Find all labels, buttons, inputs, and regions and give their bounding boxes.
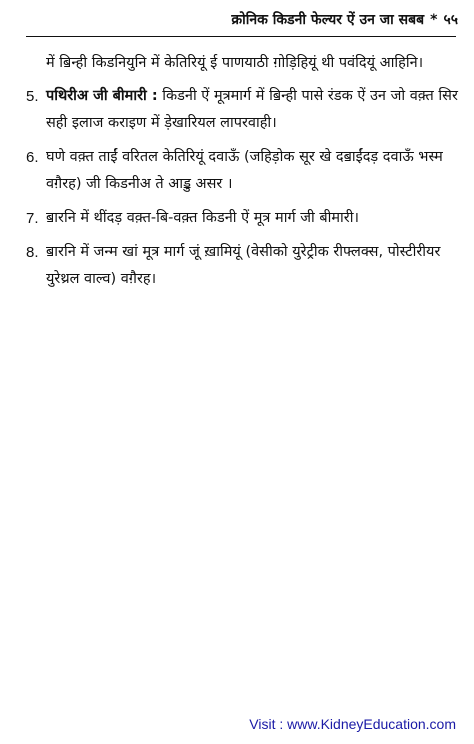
header-rule: [26, 36, 456, 37]
list-item: [26, 83, 458, 137]
list-item-text: घणे वक़्त ताईं वरितल केतिरियूं दवाऊँ (जहिड़ोक सूर खे दॿाईंदड़ दवाऊँ भस्म वग़ैरह) जी किडनीअ ते आॾु असर ।: [46, 149, 443, 192]
list-item-number: 8.: [26, 244, 39, 261]
list-item-number: 6.: [26, 149, 39, 166]
list-item-number: 7.: [26, 210, 39, 227]
list-item: [26, 205, 458, 232]
list-item-text: किडनी ऐं मूत्रमार्ग में ॿिन्ही पासे रंडक ऐं उन जो वक़्त सिर सही इलाज कराइण में ड़ेखारियल लापरवाही।: [46, 88, 458, 131]
running-header: [40, 10, 458, 32]
list-item-text: ॿारनि में थींदड़ वक़्त-बि-वक़्त किडनी ऐं मूत्र मार्ग जी बीमारी।: [46, 210, 359, 226]
body-content: [26, 50, 458, 300]
list-item-term: पथिरीअ जी बीमारी :: [46, 88, 158, 104]
continued-paragraph: में ॿिन्ही किडनियुनि में केतिरियूं ई पाणयाठी ग़ोड़िहियूं थी पवंदियूं आहिनि।: [46, 55, 424, 71]
list-item: [26, 239, 458, 293]
star-separator: *: [430, 12, 438, 28]
list-item-text: ॿारनि में जन्म खां मूत्र मार्ग जूं ख़ामियूं (वेसीको युरेट्रीक रीफ्लक्स, पोस्टीरीयर युरेथ्रल वाल्व) वग़ैरह।: [46, 244, 441, 287]
website-footer-link[interactable]: Visit : www.KidneyEducation.com: [249, 716, 456, 732]
list-item: [26, 144, 458, 198]
page-number: ५५: [443, 12, 458, 28]
list-item-number: 5.: [26, 88, 39, 105]
chapter-title: क्रोनिक किडनी फेल्यर ऐं उन जा सबब: [231, 12, 425, 28]
